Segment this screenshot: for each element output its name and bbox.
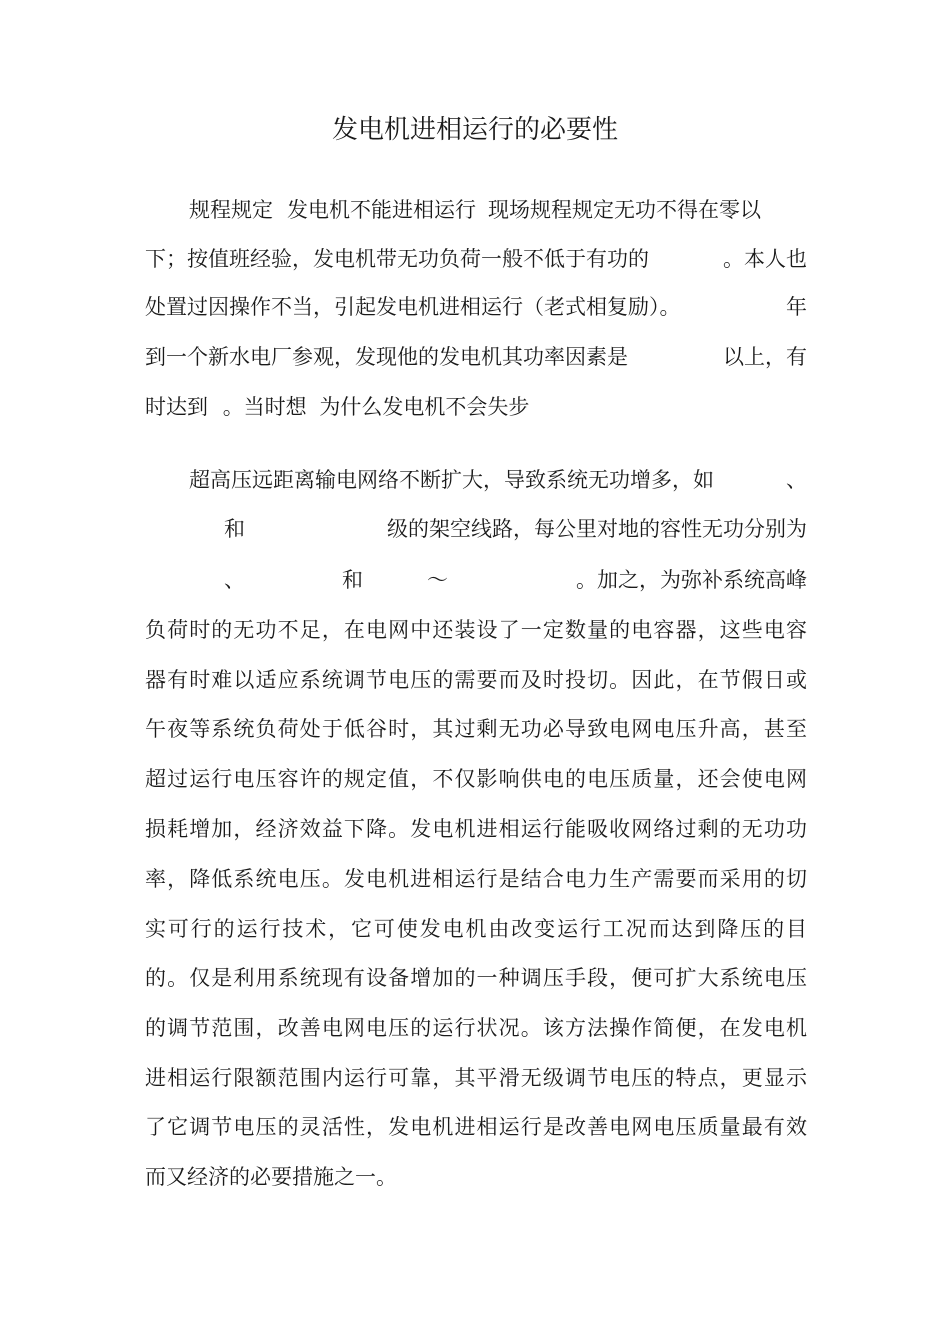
- p1-l4-b: 以上，有: [723, 345, 807, 369]
- p2-l3-d: 。加之，为弥补系统高峰: [576, 568, 807, 592]
- p2-l3-a: 、: [224, 568, 245, 592]
- p1-l2-b: 。本人也: [723, 247, 807, 271]
- p2-line-14: 了它调节电压的灵活性，发电机进相运行是改善电网电压质量最有效: [145, 1115, 807, 1139]
- p2-line-7: 超过运行电压容许的规定值，不仅影响供电的电压质量，还会使电网: [145, 767, 807, 791]
- p2-line-15: 而又经济的必要措施之一。: [145, 1165, 397, 1189]
- p2-l2-b: 级的架空线路，每公里对地的容性无功分别为: [387, 517, 807, 541]
- p2-line-6: 午夜等系统负荷处于低谷时，其过剩无功必导致电网电压升高，甚至: [145, 717, 807, 741]
- p1-l1-a: 规程规定: [189, 198, 273, 222]
- p2-line-2: [145, 512, 807, 546]
- p2-line-9: 率，降低系统电压。发电机进相运行是结合电力生产需要而采用的切: [145, 867, 807, 891]
- p2-l2-a: 和: [224, 517, 245, 541]
- p2-l1-b: 、: [786, 468, 807, 492]
- p1-line-2: [145, 242, 807, 276]
- document-title: 发电机进相运行的必要性: [331, 115, 618, 145]
- p2-line-4: 负荷时的无功不足，在电网中还装设了一定数量的电容器，这些电容: [145, 618, 807, 642]
- p1-l3-b: 年: [786, 295, 807, 319]
- p2-line-13: 进相运行限额范围内运行可靠，其平滑无级调节电压的特点，更显示: [145, 1066, 807, 1090]
- p1-l3-a: 处置过因操作不当，引起发电机进相运行（老式相复励）。: [145, 295, 681, 319]
- p1-l5-c: 为什么发电机不会失步: [319, 395, 530, 419]
- p2-line-5: 器有时难以适应系统调节电压的需要而及时投切。因此，在节假日或: [145, 668, 807, 692]
- p2-l3-c: ～: [427, 568, 448, 592]
- p1-l1-c: 现场规程规定无功不得在零以: [488, 198, 761, 222]
- p1-line-3: [145, 290, 807, 324]
- p2-line-1: [145, 463, 807, 497]
- p1-l5-a: 时达到: [145, 395, 208, 419]
- p1-l4-a: 到一个新水电厂参观，发现他的发电机其功率因素是: [145, 345, 628, 369]
- p1-line-5: [145, 390, 807, 424]
- p1-l2-a: 下；按值班经验，发电机带无功负荷一般不低于有功的: [145, 247, 649, 271]
- p2-line-3: [145, 563, 807, 597]
- p1-line-4: [145, 340, 807, 374]
- p2-line-12: 的调节范围，改善电网电压的运行状况。该方法操作简便，在发电机: [145, 1016, 807, 1040]
- p1-l5-b: 。当时想: [222, 395, 307, 419]
- p1-line-1: [145, 193, 807, 227]
- p2-line-10: 实可行的运行技术，它可使发电机由改变运行工况而达到降压的目: [145, 917, 807, 941]
- p2-line-8: 损耗增加，经济效益下降。发电机进相运行能吸收网络过剩的无功功: [145, 817, 807, 841]
- p2-line-11: 的。仅是利用系统现有设备增加的一种调压手段，便可扩大系统电压: [145, 966, 807, 990]
- p2-l3-b: 和: [342, 568, 363, 592]
- p1-l1-b: 发电机不能进相运行: [287, 198, 476, 222]
- p2-l1-a: 超高压远距离输电网络不断扩大，导致系统无功增多，如: [189, 468, 714, 492]
